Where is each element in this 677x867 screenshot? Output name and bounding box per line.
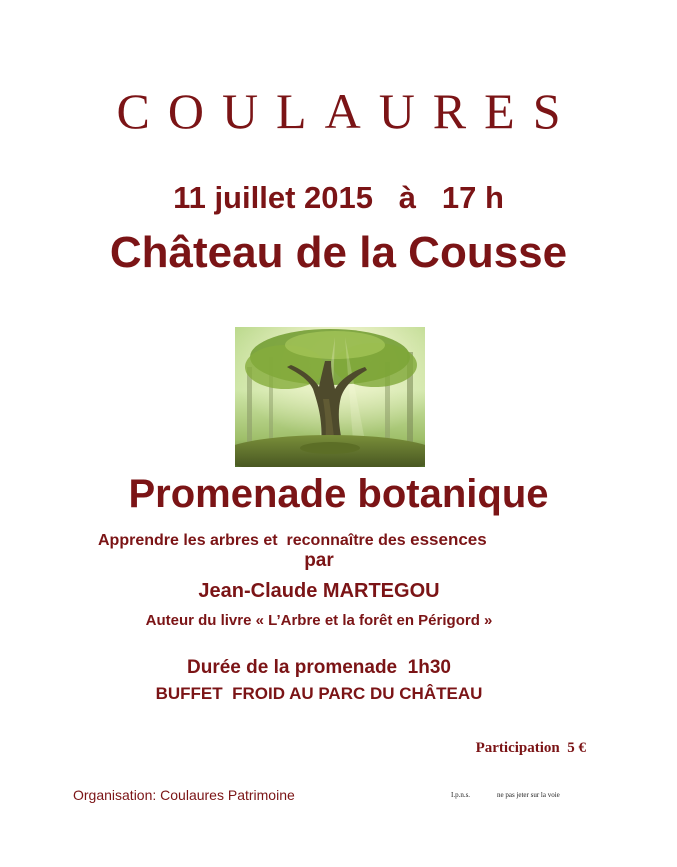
event-title: Promenade botanique: [128, 472, 549, 516]
subtitle-end: essences: [410, 530, 487, 549]
participation-fee: Participation 5 €: [475, 740, 586, 756]
buffet-info: BUFFET FROID AU PARC DU CHÂTEAU: [155, 684, 483, 703]
walk-duration: Durée de la promenade 1h30: [187, 657, 451, 678]
organisation-credit: Organisation: Coulaures Patrimoine: [73, 787, 295, 803]
event-subtitle: [98, 530, 487, 550]
town-title: COULAURES: [116, 83, 579, 139]
speaker-name: Jean-Claude MARTEGOU: [198, 580, 440, 602]
disposal-notice: ne pas jeter sur la voie: [497, 791, 560, 799]
imprint-label: I.p.n.s.: [451, 791, 471, 799]
forest-tree-photo: [235, 327, 425, 467]
subtitle-main: Apprendre les arbres et reconnaître des: [98, 532, 411, 549]
book-credit: Auteur du livre « L’Arbre et la forêt en Périgord »: [145, 612, 493, 629]
event-date: 11 juillet 2015 à 17 h: [173, 180, 504, 215]
event-venue: Château de la Cousse: [109, 228, 568, 277]
by-label: par: [304, 550, 334, 571]
